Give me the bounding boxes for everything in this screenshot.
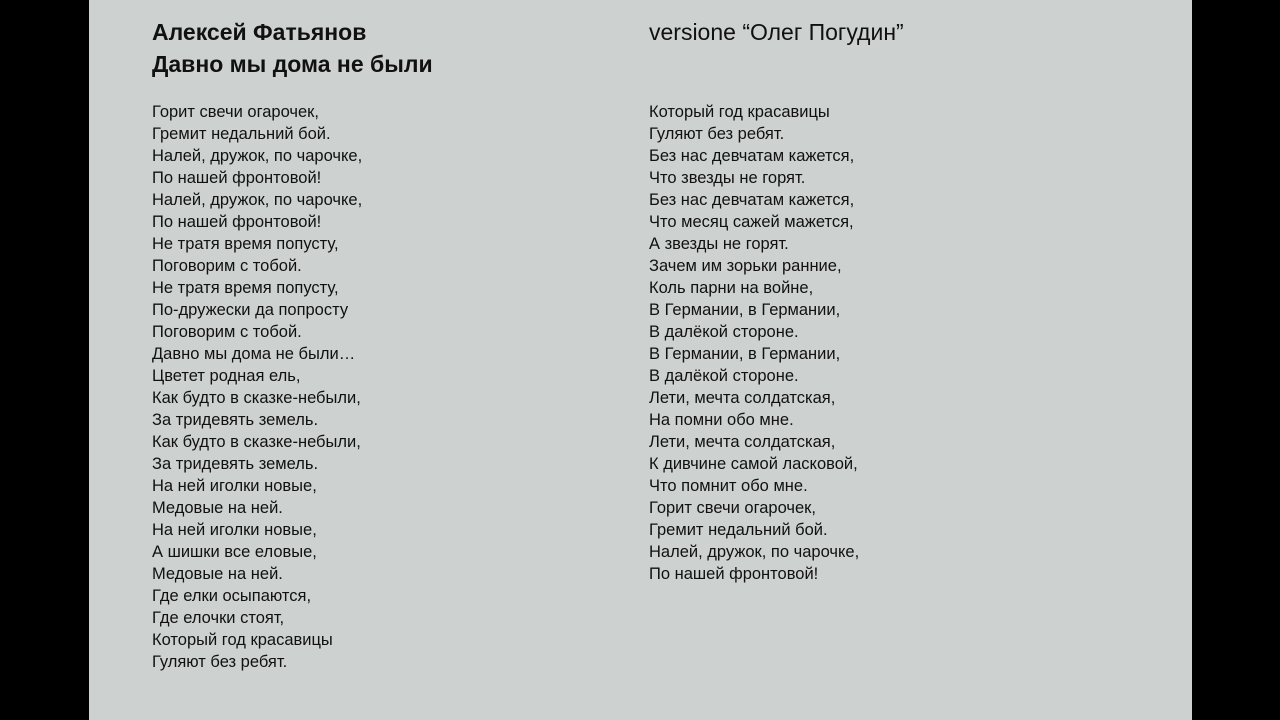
lyrics-column-left bbox=[152, 101, 362, 673]
version-label: versione “Олег Погудин” bbox=[649, 19, 904, 45]
lyric-line: Гуляют без ребят. bbox=[649, 125, 785, 143]
lyric-line: Без нас девчатам кажется, bbox=[649, 191, 855, 209]
lyric-line: В далёкой стороне. bbox=[649, 323, 799, 341]
lyric-line: В далёкой стороне. bbox=[649, 367, 799, 385]
lyric-line: Горит свечи огарочек, bbox=[152, 103, 319, 121]
lyric-line: Цветет родная ель, bbox=[152, 367, 301, 385]
lyric-line: Зачем им зорьки ранние, bbox=[649, 257, 842, 275]
lyric-line: Гремит недальний бой. bbox=[152, 125, 331, 143]
lyric-line: Лети, мечта солдатская, bbox=[649, 389, 836, 407]
lyric-line: Лети, мечта солдатская, bbox=[649, 433, 836, 451]
lyric-line: В Германии, в Германии, bbox=[649, 301, 841, 319]
lyric-line: Который год красавицы bbox=[152, 631, 333, 649]
lyric-line: На помни обо мне. bbox=[649, 411, 794, 429]
lyrics-column-right bbox=[649, 101, 859, 585]
lyric-line: За тридевять земель. bbox=[152, 455, 319, 473]
lyric-line: К дивчине самой ласковой, bbox=[649, 455, 858, 473]
lyric-line: По-дружески да попросту bbox=[152, 301, 349, 319]
lyric-line: Не тратя время попусту, bbox=[152, 235, 339, 253]
lyric-line: Медовые на ней. bbox=[152, 565, 283, 583]
lyric-line: Горит свечи огарочек, bbox=[649, 499, 816, 517]
lyric-line: Гуляют без ребят. bbox=[152, 653, 288, 671]
lyric-line: Гремит недальний бой. bbox=[649, 521, 828, 539]
lyric-line: Что помнит обо мне. bbox=[649, 477, 808, 495]
lyric-line: Давно мы дома не были… bbox=[152, 345, 356, 363]
lyric-line: Медовые на ней. bbox=[152, 499, 283, 517]
lyric-line: Без нас девчатам кажется, bbox=[649, 147, 855, 165]
lyric-line: Который год красавицы bbox=[649, 103, 830, 121]
lyric-line: А звезды не горят. bbox=[649, 235, 789, 253]
lyric-line: На ней иголки новые, bbox=[152, 477, 317, 495]
lyric-line: Что звезды не горят. bbox=[649, 169, 806, 187]
lyric-line: На ней иголки новые, bbox=[152, 521, 317, 539]
lyric-line: Где елочки стоят, bbox=[152, 609, 285, 627]
lyrics-page bbox=[89, 0, 1192, 720]
lyric-line: Налей, дружок, по чарочке, bbox=[152, 147, 363, 165]
lyric-line: Налей, дружок, по чарочке, bbox=[152, 191, 363, 209]
lyric-line: Как будто в сказке-небыли, bbox=[152, 389, 361, 407]
lyric-line: По нашей фронтовой! bbox=[152, 213, 322, 231]
lyric-line: Поговорим с тобой. bbox=[152, 257, 302, 275]
lyric-line: В Германии, в Германии, bbox=[649, 345, 841, 363]
lyric-line: Поговорим с тобой. bbox=[152, 323, 302, 341]
lyric-line: Как будто в сказке-небыли, bbox=[152, 433, 361, 451]
lyric-line: По нашей фронтовой! bbox=[152, 169, 322, 187]
author-name: Алексей Фатьянов bbox=[152, 19, 367, 45]
lyric-line: А шишки все еловые, bbox=[152, 543, 317, 561]
lyric-line: Коль парни на войне, bbox=[649, 279, 814, 297]
lyric-line: По нашей фронтовой! bbox=[649, 565, 819, 583]
song-title: Давно мы дома не были bbox=[152, 51, 433, 77]
lyric-line: Что месяц сажей мажется, bbox=[649, 213, 854, 231]
lyric-line: Налей, дружок, по чарочке, bbox=[649, 543, 860, 561]
lyric-line: Где елки осыпаются, bbox=[152, 587, 312, 605]
lyric-line: Не тратя время попусту, bbox=[152, 279, 339, 297]
lyric-line: За тридевять земель. bbox=[152, 411, 319, 429]
